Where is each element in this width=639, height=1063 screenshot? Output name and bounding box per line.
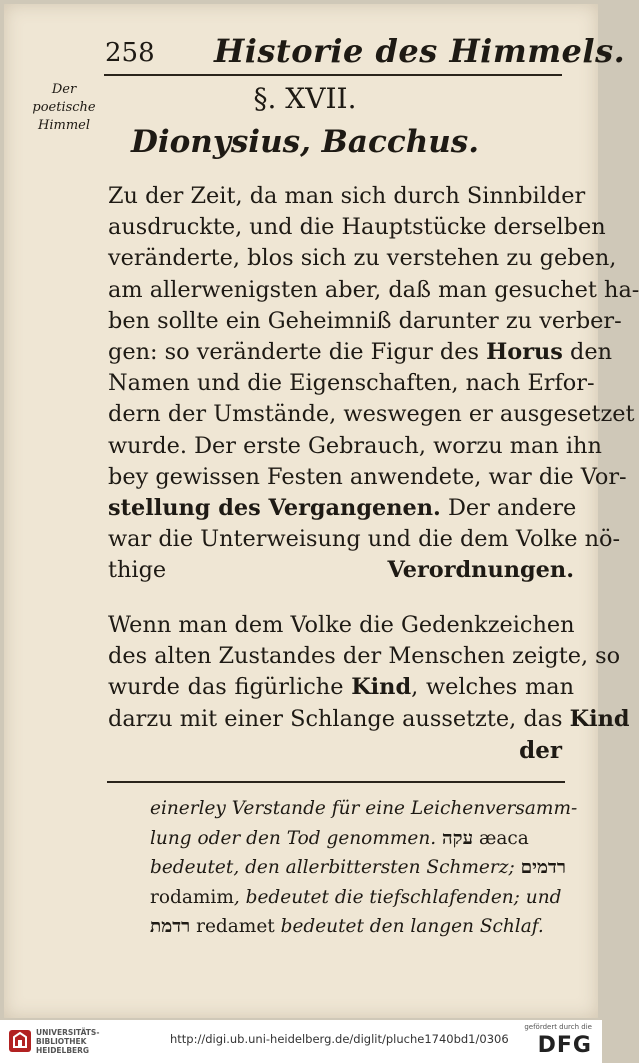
text-line: am allerwenigsten aber, daß man gesuchet ha- [108,276,639,303]
section-number: §. XVII. [253,82,357,115]
footnote-rule [107,781,565,783]
text-line [108,493,577,524]
text-line: ben sollte ein Geheimniß darunter zu verber- [108,307,622,334]
text-line [108,555,574,586]
footnote-line [150,912,570,942]
text-line: wurde. Der erste Gebrauch, worzu man ihn [108,432,602,459]
hebrew-word: רדמת [150,916,191,937]
text-run: Der andere [440,495,577,522]
text-line: veränderte, blos sich zu verstehen zu geben, [108,245,617,272]
text-line: Zu der Zeit, da man sich durch Sinnbilder [108,183,586,209]
text-run: einerley Verstande für eine Leichenversamm- [150,798,578,819]
text-line: des alten Zustandes der Menschen zeigte, so [108,643,621,670]
text-run: lung oder den Tod genommen. [150,827,443,849]
text-run: wurde das figürliche [108,674,352,701]
hebrew-word: רדמים [520,857,566,878]
university-seal-icon [8,1029,32,1053]
text-line [108,337,613,368]
footnote [150,794,578,942]
text-run: den [562,339,613,366]
transliteration: rodamim [150,886,234,908]
margin-note-line: Der [51,82,77,97]
emphasized-term: Horus [486,339,563,366]
institution-name: UNIVERSITÄTS- BIBLIOTHEK HEIDELBERG [36,1028,100,1055]
text-run: bedeutet den langen Schlaf. [274,916,544,937]
section-title: Dionysius, Bacchus. [130,124,480,160]
book-page [4,4,639,1018]
text-line: ausdruckte, und die Hauptstücke derselben [108,214,606,241]
margin-note-line: Himmel [38,118,90,133]
footnote-line [150,853,570,883]
emphasized-term: Kind [569,705,630,732]
text-line: bey gewissen Festen anwendete, war die Vor- [108,463,627,490]
dfg-logo: DFG [537,1033,592,1058]
text-line: war die Unterweisung und die dem Volke nö- [108,526,621,553]
text-run: thige [108,557,388,584]
viewer-footer-bar [0,1020,602,1063]
paragraph-1 [108,181,639,587]
margin-note-line: poetische [32,100,96,115]
text-line: Namen und die Eigenschaften, nach Erfor- [108,370,595,397]
transliteration: æaca [478,827,529,849]
header-rule [104,74,562,76]
emphasized-term: stellung des Vergangenen. [108,495,441,522]
permalink-url[interactable]: http://digi.ub.uni-heidelberg.de/diglit/pluche1740bd1/0306 [170,1032,509,1046]
funded-caption: gefördert durch die [524,1023,592,1031]
text-run: gen: so veränderte die Figur des [108,339,487,366]
text-line: Wenn man dem Volke die Gedenkzeichen [108,612,575,638]
text-line [108,704,630,735]
footnote-line [150,794,578,824]
text-run: , welches man [411,674,574,701]
transliteration: redamet [196,916,275,937]
footnote-line [150,824,570,854]
text-run: darzu mit einer Schlange aussetzte, das [108,705,570,732]
footnote-line [150,883,570,913]
text-line [108,672,574,703]
emphasized-term: Kind [351,674,412,701]
page-number: 258 [105,38,155,68]
text-line: dern der Umstände, weswegen er ausgesetzet [108,401,635,428]
running-title: Historie des Himmels. [214,32,626,70]
text-run: bedeutet, den allerbittersten Schmerz; [150,857,521,878]
text-run: , bedeutet die tiefschlafenden; und [233,886,562,908]
emphasized-term: Verordnungen. [387,557,574,584]
hebrew-word: עקה [442,827,474,849]
paragraph-2 [108,610,630,735]
catchword: der [519,737,562,764]
